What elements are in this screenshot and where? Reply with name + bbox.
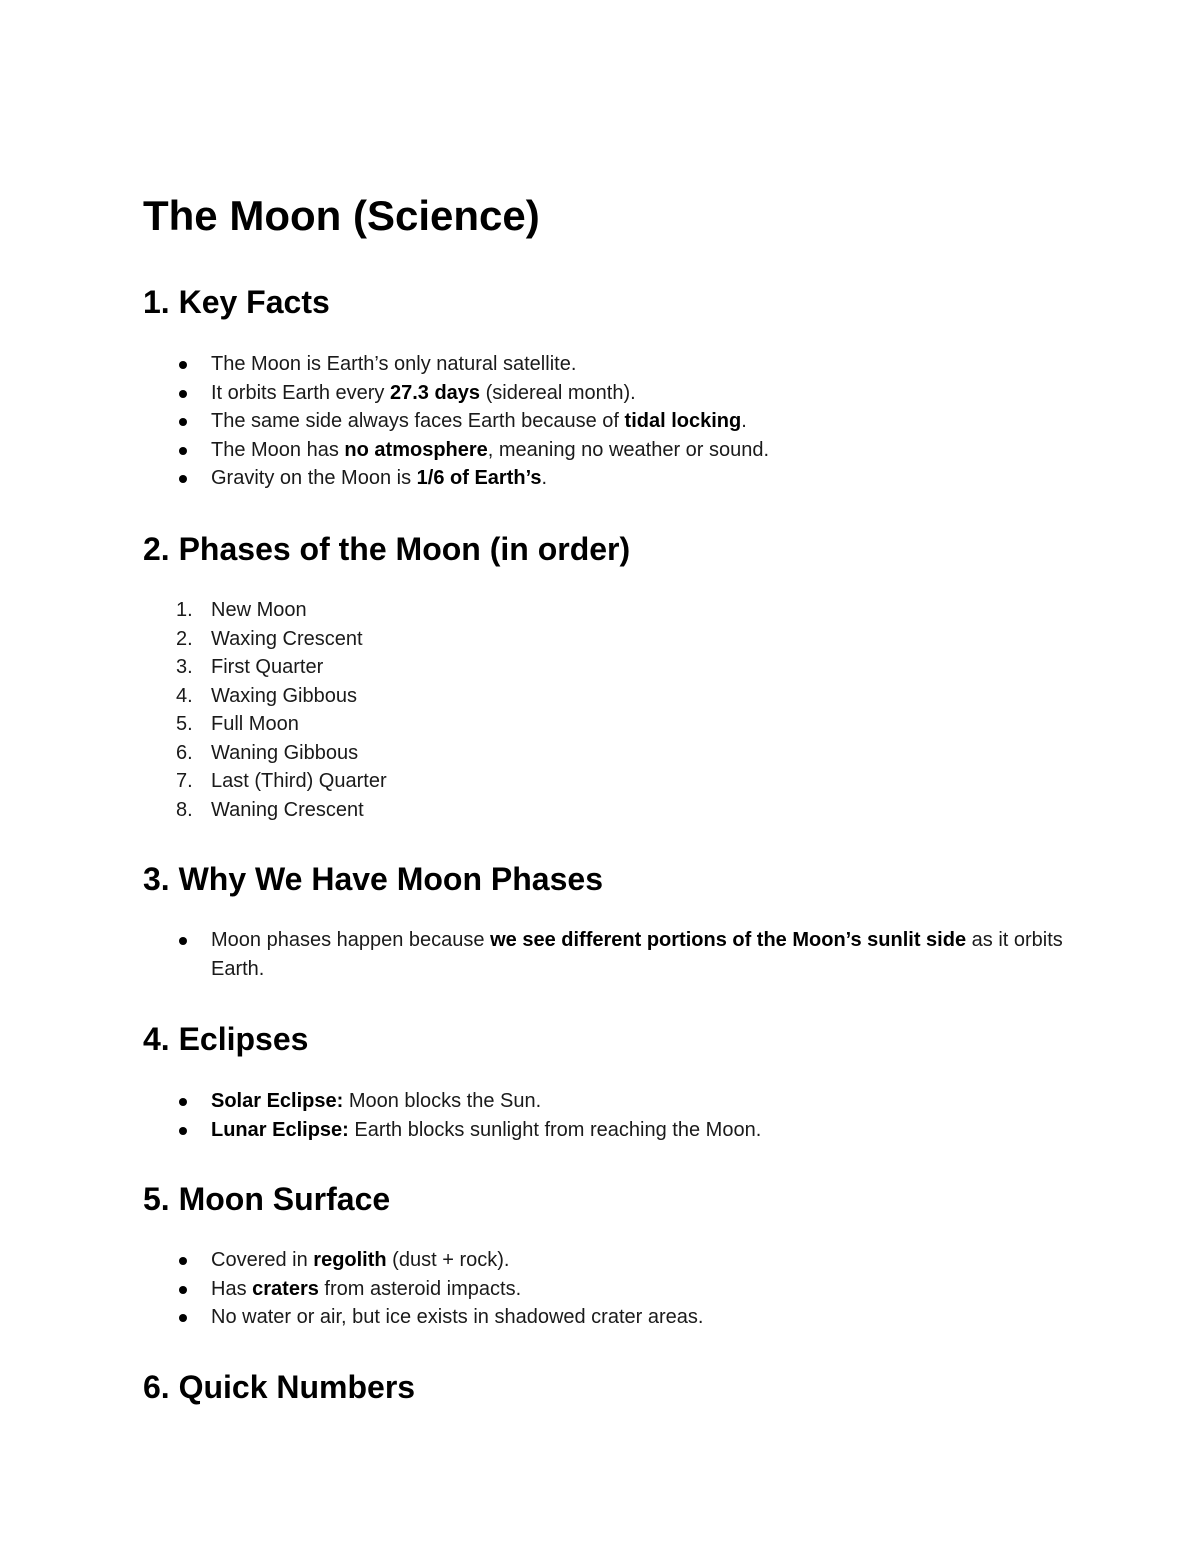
- list-item: No water or air, but ice exists in shadowed crater areas.: [143, 1303, 1063, 1332]
- key-facts-list: [143, 350, 1063, 493]
- bullet-icon: [179, 1314, 187, 1322]
- list-item: 6. Waning Gibbous: [143, 739, 1063, 768]
- bullet-icon: [179, 475, 187, 483]
- bullet-icon: [179, 361, 187, 369]
- list-item: The Moon is Earth’s only natural satellite.: [143, 350, 1063, 379]
- why-phases-list: [143, 926, 1063, 983]
- list-item: The Moon has no atmosphere, meaning no weather or sound.: [143, 436, 1063, 465]
- list-number: 3.: [176, 656, 193, 678]
- list-item: 5. Full Moon: [143, 710, 1063, 739]
- list-item: Solar Eclipse: Moon blocks the Sun.: [143, 1087, 1063, 1116]
- bullet-icon: [179, 390, 187, 398]
- list-number: 7.: [176, 770, 193, 792]
- heading-surface: 5. Moon Surface: [143, 1181, 391, 1217]
- heading-quick-numbers: 6. Quick Numbers: [143, 1369, 416, 1405]
- bullet-icon: [179, 1127, 187, 1135]
- list-number: 8.: [176, 798, 193, 821]
- list-item: 3. First Quarter: [143, 653, 1063, 682]
- list-item: Moon phases happen because we see different portions of the Moon’s sunlit side as it orbits Earth.: [143, 926, 1063, 983]
- list-item: 1. New Moon: [143, 596, 1063, 625]
- heading-eclipses: 4. Eclipses: [143, 1021, 309, 1057]
- bullet-icon: [179, 1286, 187, 1294]
- list-number: 1.: [176, 599, 193, 621]
- list-number: 2.: [176, 627, 193, 650]
- bullet-icon: [179, 937, 187, 945]
- list-item: 4. Waxing Gibbous: [143, 682, 1063, 711]
- list-item: It orbits Earth every 27.3 days (sidereal month).: [143, 379, 1063, 408]
- bullet-icon: [179, 1098, 187, 1106]
- bullet-icon: [179, 1257, 187, 1265]
- list-item: 7. Last (Third) Quarter: [143, 767, 1063, 796]
- list-item: The same side always faces Earth because of tidal locking.: [143, 407, 1063, 436]
- document-title: The Moon (Science): [143, 192, 540, 239]
- list-item: Has craters from asteroid impacts.: [143, 1275, 1063, 1304]
- list-item: Gravity on the Moon is 1/6 of Earth’s.: [143, 464, 1063, 493]
- eclipses-list: [143, 1087, 1063, 1144]
- list-number: 4.: [176, 684, 193, 707]
- bullet-icon: [179, 418, 187, 426]
- heading-why-phases: 3. Why We Have Moon Phases: [143, 861, 603, 897]
- list-item: 8. Waning Crescent: [143, 796, 1063, 825]
- list-item: 2. Waxing Crescent: [143, 625, 1063, 654]
- heading-phases: 2. Phases of the Moon (in order): [143, 531, 631, 567]
- bullet-icon: [179, 447, 187, 455]
- list-item: Covered in regolith (dust + rock).: [143, 1246, 1063, 1275]
- surface-list: [143, 1246, 1063, 1332]
- list-number: 6.: [176, 741, 193, 764]
- heading-key-facts: 1. Key Facts: [143, 284, 330, 320]
- list-number: 5.: [176, 713, 193, 735]
- list-item: Lunar Eclipse: Earth blocks sunlight from reaching the Moon.: [143, 1116, 1063, 1145]
- phases-list: [143, 596, 1063, 824]
